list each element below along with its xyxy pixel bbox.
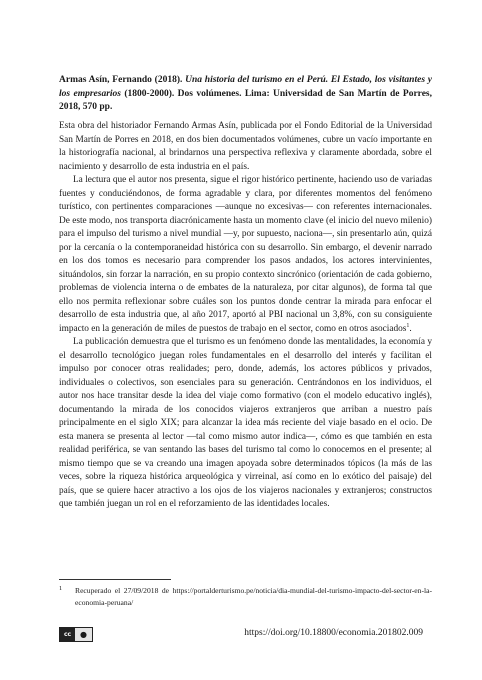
- citation-author: Armas Asín, Fernando (2018).: [59, 75, 186, 85]
- footnote-text[interactable]: Recuperado el 27/09/2018 de https://portalderturismo.pe/noticia/dia-mundial-del-turismo-impacto-del-sector-en-la-economia-peruana/: [75, 586, 432, 607]
- creative-commons-license-badge[interactable]: [59, 627, 93, 642]
- footnote-number: 1: [59, 585, 63, 592]
- paragraph-2-end: .: [409, 323, 412, 334]
- paragraph-3: La publicación demuestra que el turismo es un fenómeno donde las mentalidades, la economía y el desarrollo tecnológico juegan roles fundamentales en el desarrollo del interés y facilitan el impulso por conocer otras realidades; pero, donde, además, los actores públicos y privados, individuales o colectivos, son esenciales para su generación. Centrándonos en los individuos, el autor nos hace transitar desde la idea del viaje como formativo (con el modelo educativo inglés), documentando la mirada de los conocidos viajeros extranjeros que arriban a nuestro país principalmente en el siglo XIX; para alcanzar la idea más reciente del viaje basado en el ocio. De esta manera se presenta al lector —tal como mismo autor indica—, cómo es que también en esta realidad periférica, se van sentando las bases del turismo tal como lo conocemos en el presente; al mismo tiempo que se va creando una imagen apoyada sobre determinados tópicos (la más de las veces, sobre la riqueza histórica arqueológica y virreinal, así como en lo exótico del paisaje) del país, que se quiere hacer atractivo a los ojos de los viajeros nacionales y extranjeros; constructos que también juegan un rol en el reforzamiento de las identidades locales.: [59, 337, 432, 509]
- footnote-reference[interactable]: 1: [406, 322, 410, 329]
- doi-link[interactable]: https://doi.org/10.18800/economia.201802.009: [244, 628, 423, 638]
- footnote: [59, 585, 432, 608]
- paragraph-2: [59, 174, 432, 336]
- cc-logo-icon: cc: [60, 628, 75, 641]
- review-body: [59, 120, 432, 512]
- citation-publication: (1800-2000). Dos volúmenes. Lima: Universidad de San Martín de Porres, 2018, 570 pp.: [59, 88, 432, 112]
- person-icon: ●: [80, 630, 87, 639]
- book-citation: [59, 74, 432, 115]
- paragraph-1: Esta obra del historiador Fernando Armas Asín, publicada por el Fondo Editorial de la Universidad San Martín de Porres en 2018, en dos bien documentados volúmenes, cubre un vacío importante en la historiografía nacional, al brindarnos una perspectiva reflexiva y claramente abordada, sobre el nacimiento y desarrollo de esta industria en el país.: [59, 121, 432, 172]
- paragraph-2-text: La lectura que el autor nos presenta, sigue el rigor histórico pertinente, haciendo uso de variadas fuentes y conduciéndonos, de forma agradable y clara, por diferentes momentos del fenómeno turístico, con pertinentes comparaciones —aunque no excesivas— con referentes internacionales. De este modo, nos transporta diacrónicamente hasta un momento clave (el inicio del nuevo milenio) para el impulso del turismo a nivel mundial —y, por supuesto, naciona—, sin presentarlo aún, quizá por la cercanía o la contemporaneidad histórica con su desarrollo. Sin embargo, el devenir narrado en los dos tomos es necesario para comprender los pasos andados, los actores intervinientes, situándolos, sin forzar la narración, en su propio contexto sincrónico (orientación de cada gobierno, problemas de violencia interna o de embates de la naturaleza, por citar algunos), de forma tal que ello nos permita reflexionar sobre cuáles son los puntos donde centrar la mirada para enfocar el desarrollo de esta industria que, al año 2017, aportó al PBI nacional un 3,8%, con su consiguiente impacto en la generación de miles de puestos de trabajo en el sector, como en otros asociados: [59, 175, 432, 334]
- citation-title: Una historia del turismo en el Perú. El Estado, los visitantes y los empresarios: [59, 75, 433, 99]
- footnote-divider: [59, 579, 171, 580]
